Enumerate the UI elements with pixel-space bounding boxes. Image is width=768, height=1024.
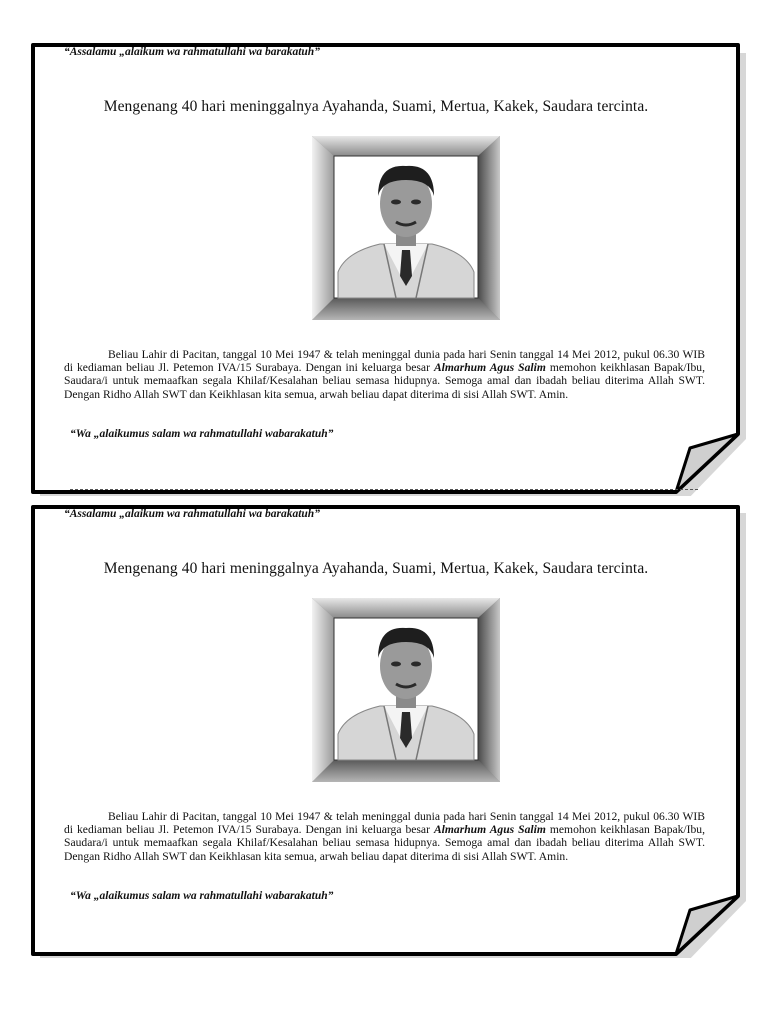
portrait-photo-icon <box>312 598 500 782</box>
cut-line-divider <box>70 489 698 490</box>
opening-greeting: “Assalamu „alaikum wa rahmatullahi wa barakatuh” <box>64 46 320 58</box>
memorial-paragraph <box>64 348 705 401</box>
paragraph-text-1: Beliau Lahir di Pacitan, tanggal 10 Mei 1947 & telah meninggal dunia pada hari Senin tanggal 14 Mei 2012, pukul 06.30 WIB di kediaman beliau Jl. Petemon IVA/15 Surabaya. Dengan ini keluarga besar <box>64 810 705 837</box>
memorial-title: Mengenang 40 hari meninggalnya Ayahanda, Suami, Mertua, Kakek, Saudara tercinta. <box>103 98 649 115</box>
opening-greeting: “Assalamu „alaikum wa rahmatullahi wa barakatuh” <box>64 508 320 520</box>
announcement-card-2 <box>0 498 768 958</box>
paragraph-text-2: memohon keikhlasan Bapak/Ibu, Saudara/i untuk memaafkan segala Khilaf/Kesalahan beliau semasa hidupnya. Semoga amal dan ibadah beliau diterima Allah SWT. Dengan Ridho Allah SWT dan Keikhlasan kita semua, arwah beliau dapat diterima di sisi Allah SWT. Amin. <box>64 361 706 401</box>
portrait-photo-icon <box>312 136 500 320</box>
memorial-title: Mengenang 40 hari meninggalnya Ayahanda, Suami, Mertua, Kakek, Saudara tercinta. <box>103 560 649 577</box>
paragraph-text-2: memohon keikhlasan Bapak/Ibu, Saudara/i untuk memaafkan segala Khilaf/Kesalahan beliau semasa hidupnya. Semoga amal dan ibadah beliau diterima Allah SWT. Dengan Ridho Allah SWT dan Keikhlasan kita semua, arwah beliau dapat diterima di sisi Allah SWT. Amin. <box>64 823 706 863</box>
deceased-name: Almarhum Agus Salim <box>433 361 546 375</box>
deceased-name: Almarhum Agus Salim <box>433 823 546 837</box>
photo-frame <box>312 598 500 782</box>
paragraph-text-1: Beliau Lahir di Pacitan, tanggal 10 Mei 1947 & telah meninggal dunia pada hari Senin tanggal 14 Mei 2012, pukul 06.30 WIB di kediaman beliau Jl. Petemon IVA/15 Surabaya. Dengan ini keluarga besar <box>64 348 705 375</box>
closing-greeting: “Wa „alaikumus salam wa rahmatullahi wabarakatuh” <box>70 428 334 440</box>
announcement-card-1 <box>0 36 768 496</box>
photo-frame <box>312 136 500 320</box>
memorial-paragraph <box>64 810 705 863</box>
closing-greeting: “Wa „alaikumus salam wa rahmatullahi wabarakatuh” <box>70 890 334 902</box>
